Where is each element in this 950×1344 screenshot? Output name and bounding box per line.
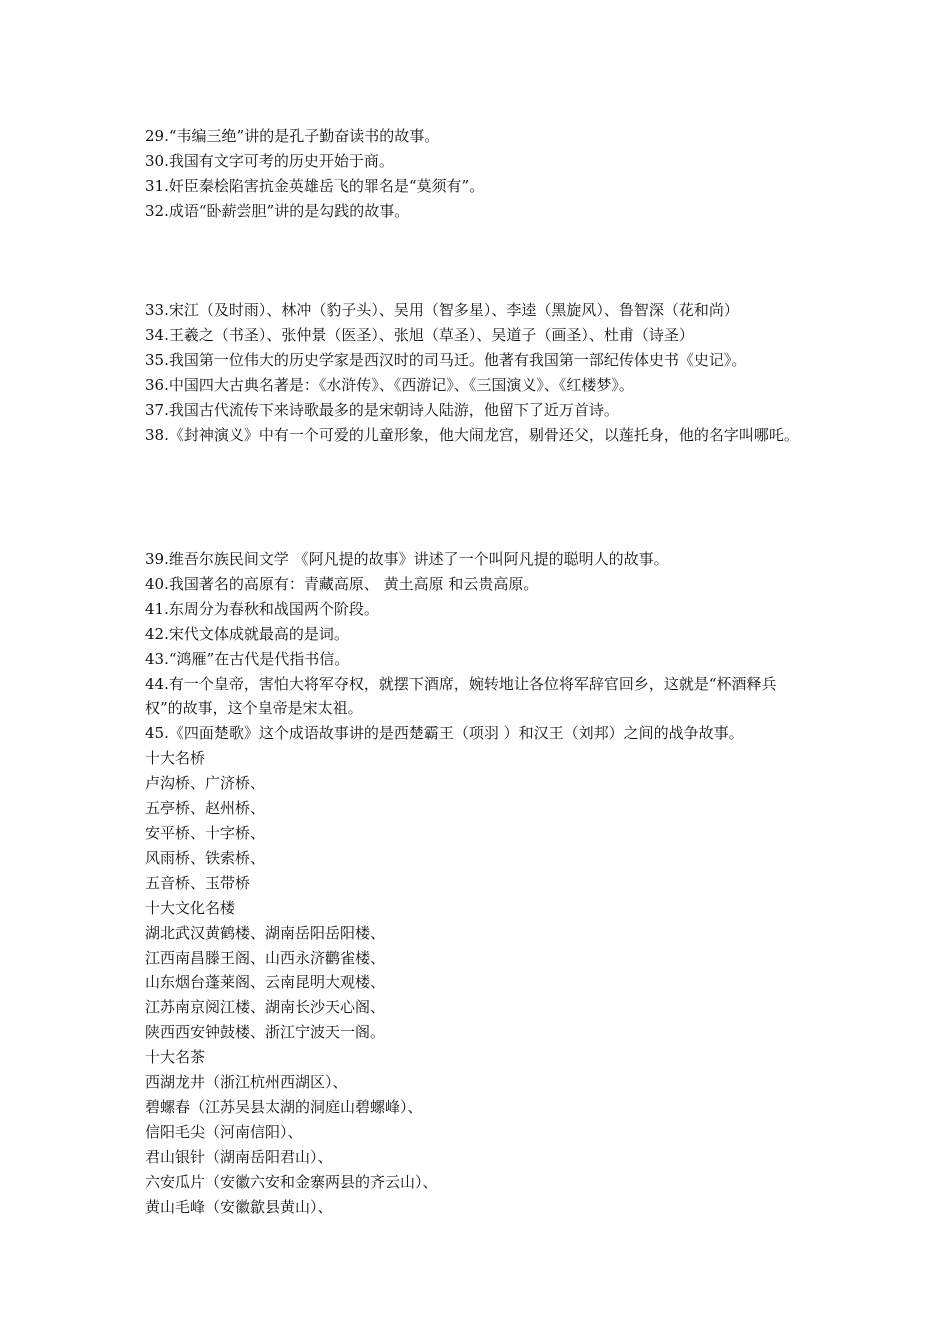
list-heading-bridges: 十大名桥: [145, 749, 206, 768]
paragraph: 45.《四面楚歌》这个成语故事讲的是西楚霸王（项羽 ）和汉王（刘邦）之间的战争故事。: [145, 724, 744, 743]
paragraph: 32.成语“卧薪尝胆”讲的是勾践的故事。: [145, 201, 410, 220]
paragraph: 34.王羲之（书圣）、张仲景（医圣）、张旭（草圣）、吴道子（画圣）、杜甫（诗圣）: [145, 325, 694, 344]
list-item: 湖北武汉黄鹤楼、湖南岳阳岳阳楼、: [145, 923, 386, 942]
paragraph: 38.《封神演义》中有一个可爱的儿童形象，他大闹龙宫，剔骨还父，以莲托身，他的名字叫哪吒。: [145, 425, 799, 444]
list-item: 卢沟桥、广济桥、: [145, 774, 266, 793]
paragraph: 41.东周分为春秋和战国两个阶段。: [145, 599, 379, 618]
list-item: 信阳毛尖（河南信阳）、: [145, 1122, 303, 1141]
paragraph: 30.我国有文字可考的历史开始于商。: [145, 151, 394, 170]
text-section-culture-lists: [145, 547, 810, 1219]
list-item: 陕西西安钟鼓楼、浙江宁波天一阁。: [145, 1023, 386, 1042]
list-item: 安平桥、十字桥、: [145, 823, 266, 842]
list-item: 碧螺春（江苏吴县太湖的洞庭山碧螺峰）、: [145, 1097, 423, 1116]
paragraph: 31.奸臣秦桧陷害抗金英雄岳飞的罪名是“莫须有”。: [145, 176, 485, 195]
paragraph: 29.“韦编三绝”讲的是孔子勤奋读书的故事。: [145, 127, 440, 145]
list-item: 西湖龙井（浙江杭州西湖区）、: [145, 1073, 348, 1092]
list-item: 风雨桥、铁索桥、: [145, 848, 266, 867]
text-section-figures-and-classics: [145, 298, 810, 447]
paragraph: 39.维吾尔族民间文学 《阿凡提的故事》讲述了一个叫阿凡提的聪明人的故事。: [145, 550, 669, 568]
list-item: 君山银针（湖南岳阳君山）、: [145, 1147, 333, 1166]
paragraph: 36.中国四大古典名著是：《水浒传》、《西游记》、《三国演义》、《红楼梦》。: [145, 375, 634, 394]
list-item: 江西南昌滕王阁、山西永济鹳雀楼、: [145, 948, 386, 967]
list-item: 山东烟台蓬莱阁、云南昆明大观楼、: [145, 973, 386, 992]
paragraph: 33.宋江（及时雨）、林冲（豹子头）、吴用（智多星）、李逵（黑旋风）、鲁智深（花和尚）: [145, 301, 739, 319]
paragraph: 42.宋代文体成就最高的是词。: [145, 624, 349, 643]
list-item: 江苏南京阅江楼、湖南长沙天心阁、: [145, 998, 386, 1017]
paragraph: 40.我国著名的高原有：青藏高原、 黄土高原 和云贵高原。: [145, 574, 539, 593]
paragraph: 44.有一个皇帝，害怕大将军夺权，就摆下酒席，婉转地让各位将军辞官回乡，这就是“杯酒释兵权”的故事，这个皇帝是宋太祖。: [145, 674, 777, 718]
text-section-history-facts: [145, 124, 810, 224]
paragraph: 43.“鸿雁”在古代是代指书信。: [145, 649, 350, 668]
list-item: 五音桥、玉带桥: [145, 873, 251, 892]
paragraph: 37.我国古代流传下来诗歌最多的是宋朝诗人陆游，他留下了近万首诗。: [145, 400, 619, 419]
list-item: 六安瓜片（安徽六安和金寨两县的齐云山）、: [145, 1172, 438, 1191]
paragraph: 35.我国第一位伟大的历史学家是西汉时的司马迁。他著有我国第一部纪传体史书《史记》。: [145, 350, 747, 369]
list-heading-towers: 十大文化名楼: [145, 898, 236, 917]
list-item: 黄山毛峰（安徽歙县黄山）、: [145, 1197, 333, 1216]
list-heading-teas: 十大名茶: [145, 1048, 206, 1067]
list-item: 五亭桥、赵州桥、: [145, 799, 266, 818]
